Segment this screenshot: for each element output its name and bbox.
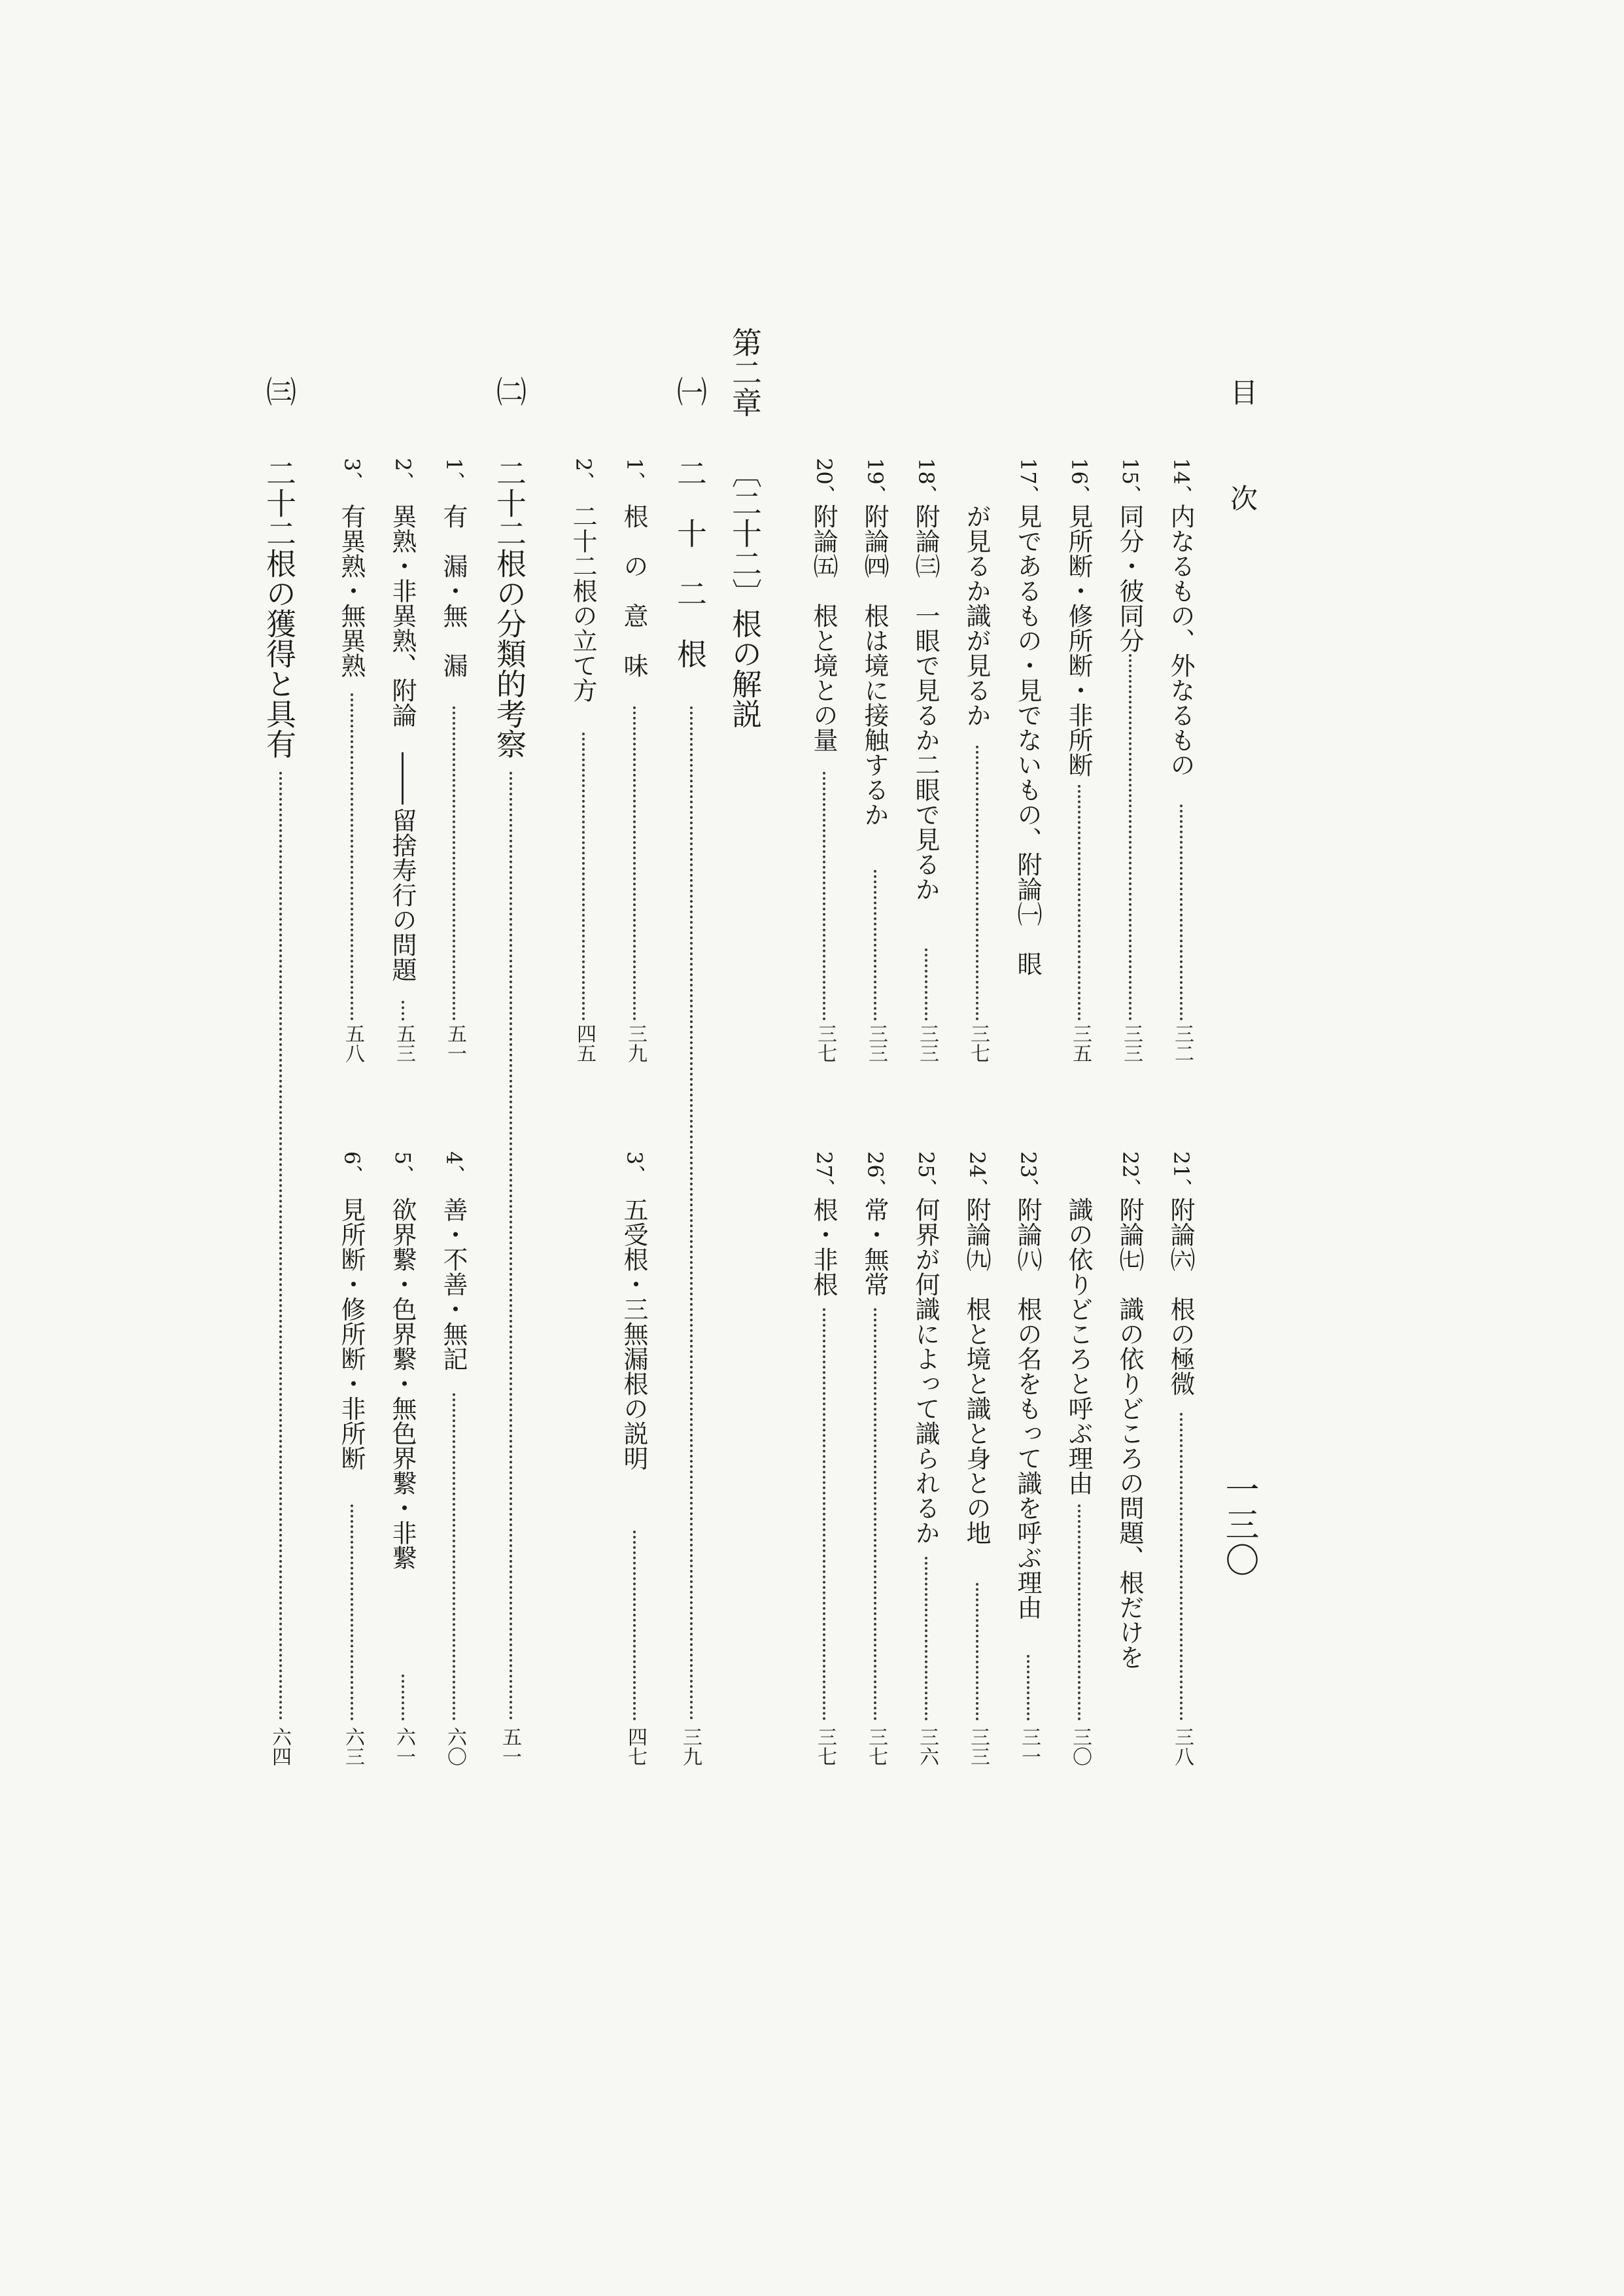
s1-item-2-text: 二十二根の立て方 — [568, 504, 597, 703]
leader-dots — [823, 772, 825, 1020]
entry-17-text-cont: が見るか識が見るか — [962, 504, 991, 727]
entry-17-text: 見であるもの・見でないもの、附論㈠ 眼 — [1013, 504, 1042, 976]
entry-21-num: 21、 — [1169, 1151, 1194, 1199]
entry-15-page: 三三 — [1120, 1024, 1143, 1063]
entry-19-num: 19、 — [863, 458, 888, 506]
section-3-title: 二十二根の獲得と具有 — [262, 458, 297, 759]
page-number: 一三〇 — [1219, 1472, 1258, 1578]
entry-26-text: 常・無常 — [860, 1197, 889, 1296]
entry-19-page: 三三 — [865, 1024, 888, 1063]
s1-item-1-num: 1、 — [622, 458, 647, 493]
s2-item-5-text: 欲界繋・色界繋・無色界繋・非繋 — [388, 1197, 417, 1570]
leader-dots — [823, 1308, 825, 1720]
entry-14-page: 三二 — [1171, 1024, 1194, 1063]
s1-item-3-page: 四七 — [624, 1727, 647, 1766]
entry-23-text: 附論㈧ 根の名をもって識を呼ぶ理由 — [1013, 1197, 1042, 1620]
leader-dots — [402, 1675, 404, 1720]
leader-dots — [402, 1001, 404, 1020]
entry-22-text-cont: 識の依りどころと呼ぶ理由 — [1064, 1197, 1093, 1495]
entry-20-num: 20、 — [812, 458, 837, 506]
s2-item-4-page: 六〇 — [443, 1727, 466, 1766]
leader-dots — [1180, 1413, 1183, 1720]
section-1-mark: ㈠ — [672, 376, 708, 406]
leader-dots — [279, 772, 282, 1720]
leader-dots — [874, 870, 876, 1020]
entry-20-text: 附論㈤ 根と境との量 — [809, 504, 838, 752]
entry-18-text: 附論㈢ 一眼で見るか二眼で見るか — [911, 504, 940, 901]
entry-16-page: 三五 — [1069, 1024, 1092, 1063]
entry-14-num: 14、 — [1169, 458, 1194, 506]
leader-dots — [925, 1557, 927, 1720]
entry-27-text: 根・非根 — [809, 1197, 838, 1296]
chapter-label: 第二章 — [727, 327, 763, 417]
leader-dots — [582, 733, 585, 1020]
s2-item-3-page: 五八 — [341, 1024, 364, 1063]
s2-item-4-text: 善・不善・無記 — [439, 1197, 468, 1371]
s2-item-5-num: 5、 — [390, 1151, 415, 1186]
section-3-page: 六四 — [268, 1727, 291, 1766]
entry-15-num: 15、 — [1118, 458, 1143, 506]
leader-dots — [1027, 1655, 1029, 1720]
entry-14-text: 内なるもの、外なるもの — [1166, 504, 1195, 777]
leader-dots — [976, 1583, 978, 1720]
entry-18-page: 三三 — [916, 1024, 939, 1063]
entry-22-num: 22、 — [1118, 1151, 1143, 1199]
s2-item-1-text: 有 漏・無 漏 — [439, 504, 468, 678]
s2-item-1-page: 五一 — [443, 1024, 466, 1063]
entry-26-num: 26、 — [863, 1151, 888, 1199]
entry-22-page: 三〇 — [1069, 1727, 1092, 1766]
entry-19-text: 附論㈣ 根は境に接触するか — [860, 504, 889, 827]
leader-dots — [1180, 805, 1183, 1020]
leader-dots — [976, 746, 978, 1020]
entry-24-num: 24、 — [965, 1151, 990, 1199]
entry-24-text: 附論㈨ 根と境と識と身との地 — [962, 1197, 991, 1545]
s1-item-3-num: 3、 — [622, 1151, 647, 1186]
s2-item-2-text: 異熟・非異熟、附論 — [388, 504, 417, 727]
leader-dots — [633, 706, 636, 1020]
s2-item-2-text-cont: 留捨寿行の問題 — [388, 808, 417, 982]
entry-22-text: 附論㈦ 識の依りどころの問題、根だけを — [1115, 1197, 1144, 1669]
entry-16-text: 見所断・修所断・非所断 — [1064, 504, 1093, 777]
leader-dots — [453, 1393, 455, 1720]
s2-item-1-num: 1、 — [441, 458, 466, 493]
s2-item-3-num: 3、 — [339, 458, 364, 493]
em-dash — [402, 752, 404, 805]
section-1-title: 二 十 二 根 — [672, 458, 708, 669]
header-mokuji: 目 — [1226, 378, 1258, 406]
leader-dots — [633, 1531, 636, 1720]
leader-dots — [690, 706, 693, 1720]
s2-item-5-page: 六一 — [392, 1727, 415, 1766]
s1-item-2-page: 四五 — [573, 1024, 596, 1063]
entry-17-page: 三七 — [967, 1024, 990, 1063]
entry-16-num: 16、 — [1067, 458, 1092, 506]
entry-26-page: 三七 — [865, 1727, 888, 1766]
s2-item-2-num: 2、 — [390, 458, 415, 493]
header-tsugi: 次 — [1226, 484, 1258, 512]
leader-dots — [1078, 785, 1080, 1020]
entry-27-page: 三七 — [814, 1727, 837, 1766]
leader-dots — [453, 706, 455, 1020]
entry-17-num: 17、 — [1016, 458, 1041, 506]
entry-18-num: 18、 — [914, 458, 939, 506]
s1-item-3-text: 五受根・三無漏根の説明 — [619, 1197, 648, 1470]
s2-item-6-page: 六三 — [341, 1727, 364, 1766]
entry-25-text: 何界が何識によって識られるか — [911, 1197, 940, 1545]
section-2-page: 五一 — [498, 1727, 521, 1766]
entry-23-num: 23、 — [1016, 1151, 1041, 1199]
leader-dots — [1129, 654, 1132, 1020]
entry-24-page: 三三 — [967, 1727, 990, 1766]
leader-dots — [925, 948, 927, 1020]
entry-25-num: 25、 — [914, 1151, 939, 1199]
s2-item-4-num: 4、 — [441, 1151, 466, 1186]
section-1-page: 三九 — [679, 1727, 702, 1766]
entry-20-page: 三七 — [814, 1024, 837, 1063]
entry-15-text: 同分・彼同分 — [1115, 504, 1144, 653]
s2-item-3-text: 有異熟・無異熟 — [337, 504, 366, 678]
leader-dots — [510, 772, 512, 1720]
s1-item-2-num: 2、 — [571, 458, 596, 493]
s2-item-2-page: 五三 — [392, 1024, 415, 1063]
s1-item-1-text: 根 の 意 味 — [619, 504, 648, 678]
entry-21-text: 附論㈥ 根の極微 — [1166, 1197, 1195, 1396]
entry-23-page: 三一 — [1018, 1727, 1041, 1766]
entry-21-page: 三八 — [1171, 1727, 1194, 1766]
leader-dots — [351, 1505, 353, 1720]
entry-27-num: 27、 — [812, 1151, 837, 1199]
entry-25-page: 三六 — [916, 1727, 939, 1766]
section-2-mark: ㈡ — [492, 376, 527, 406]
chapter-title: 〔二十二〕根の解説 — [727, 458, 763, 729]
leader-dots — [1078, 1505, 1080, 1720]
s2-item-6-num: 6、 — [339, 1151, 364, 1186]
leader-dots — [351, 693, 353, 1020]
section-3-mark: ㈢ — [262, 376, 297, 406]
leader-dots — [874, 1308, 876, 1720]
s1-item-1-page: 三九 — [624, 1024, 647, 1063]
s2-item-6-text: 見所断・修所断・非所断 — [337, 1197, 366, 1470]
section-2-title: 二十二根の分類的考察 — [492, 458, 527, 759]
